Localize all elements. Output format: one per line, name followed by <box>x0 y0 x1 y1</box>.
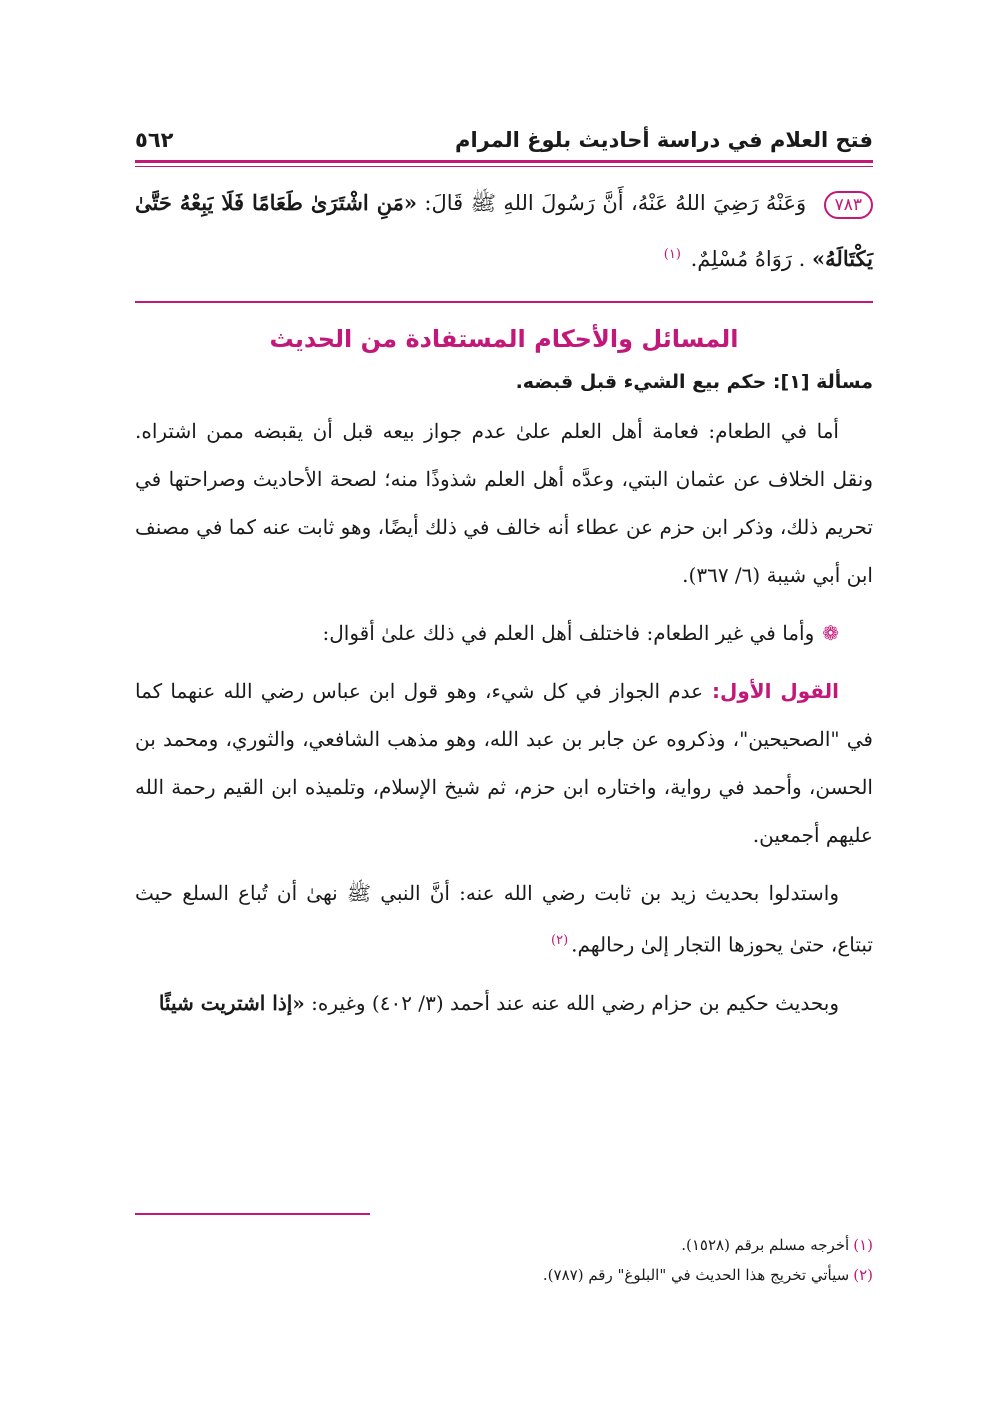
hadith-intro: وَعَنْهُ رَضِيَ اللهُ عَنْهُ، أَنَّ رَسُولَ اللهِ ﷺ قَالَ: <box>417 191 807 215</box>
paragraph-evidence-hakim <box>135 979 873 1027</box>
paragraph-non-food <box>135 609 873 657</box>
footnote-text: سيأتي تخريج هذا الحديث في "البلوغ" رقم (٧٨٧). <box>542 1266 850 1284</box>
paragraph-non-food-text: وأما في غير الطعام: فاختلف أهل العلم في ذلك علىٰ أقوال: <box>322 621 815 645</box>
masala-heading <box>135 371 873 393</box>
hadith-matn: «مَنِ اشْتَرَىٰ طَعَامًا فَلَا يَبِعْهُ حَتَّىٰ يَكْتَالَهُ» <box>135 190 873 271</box>
first-opinion-text: عدم الجواز في كل شيء، وهو قول ابن عباس رضي الله عنهما كما في "الصحيحين"، وذكروه عن جابر بن عبد الله، وهو مذهب الشافعي، والثوري، ومحمد بن الحسن، وأحمد في رواية، واختاره ابن حزم، ثم شيخ الإسلام، وتلميذه ابن القيم رحمة الله عليهم أجمعين. <box>135 679 873 847</box>
hadith-number-badge: ٧٨٣ <box>824 191 873 219</box>
footnote-number: (٢) <box>853 1266 873 1284</box>
footnote-ref-2: (٢) <box>551 933 569 948</box>
paragraph-evidence-zaid <box>135 869 873 969</box>
paragraph-first-opinion <box>135 667 873 859</box>
evidence-hakim-text: وبحديث حكيم بن حزام رضي الله عنه عند أحمد (٣/ ٤٠٢) وغيره: <box>304 990 839 1015</box>
section-divider <box>135 301 873 303</box>
footnotes <box>135 1230 873 1290</box>
header-rule-thick <box>135 160 873 163</box>
page-body <box>135 118 873 1037</box>
flower-bullet-icon: ❁ <box>822 621 839 645</box>
footnote-number: (١) <box>853 1236 873 1254</box>
paragraph-food: أما في الطعام: فعامة أهل العلم علىٰ عدم جواز بيعه قبل أن يقبضه ممن اشتراه. ونقل الخلاف عن عثمان البتي، وعدَّه أهل العلم شذوذًا منه؛ لصحة الأحاديث وصراحتها في تحريم ذلك، وذكر ابن حزم عن عطاء أنه خالف في ذلك أيضًا، وهو ثابت عنه كما في مصنف ابن أبي شيبة (٦/ ٣٦٧). <box>135 419 873 587</box>
section-title: المسائل والأحكام المستفادة من الحديث <box>269 325 739 353</box>
page-number: ٥٦٢ <box>135 128 174 152</box>
masala-title: حكم بيع الشيء قبل قبضه. <box>515 371 767 393</box>
page-header <box>135 118 873 152</box>
hadith-text <box>135 177 873 285</box>
hadith-source: . رَوَاهُ مُسْلِمٌ. <box>690 247 806 271</box>
footnote-ref-1: (١) <box>663 247 681 262</box>
running-title: فتح العلام في دراسة أحاديث بلوغ المرام <box>455 128 873 152</box>
first-opinion-label: القول الأول: <box>703 679 840 703</box>
footnote-item <box>135 1230 873 1260</box>
evidence-zaid-text: واستدلوا بحديث زيد بن ثابت رضي الله عنه: أنَّ النبي ﷺ نهىٰ أن تُباع السلع حيث تبتاع، حتىٰ يحوزها التجار إلىٰ رحالهم. <box>135 881 873 957</box>
footnote-item <box>135 1260 873 1290</box>
footnote-text: أخرجه مسلم برقم (١٥٢٨). <box>681 1236 850 1254</box>
footnote-rule <box>135 1213 370 1215</box>
header-rule-thin <box>135 166 873 167</box>
masala-label: مسألة [١]: <box>766 371 873 393</box>
evidence-hakim-quote: «إذا اشتريت شيئًا <box>158 990 305 1015</box>
